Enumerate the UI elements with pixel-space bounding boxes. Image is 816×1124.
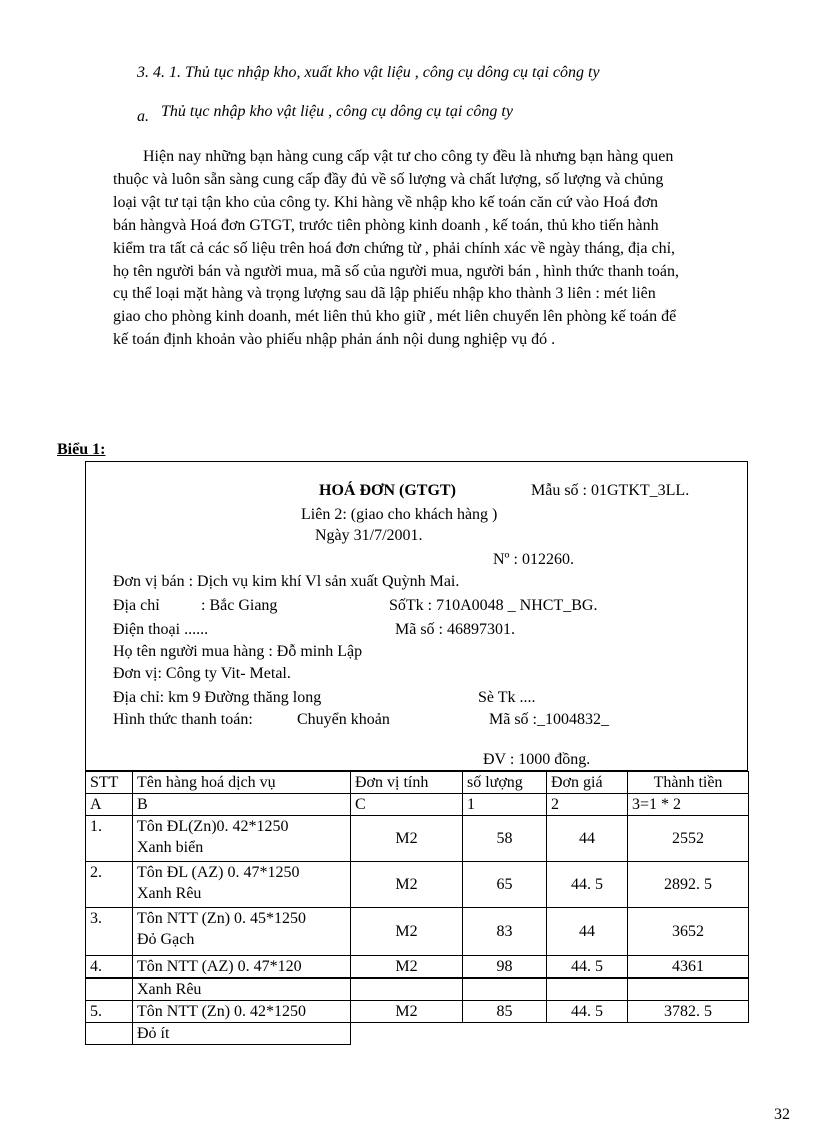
row-total: 4361 (628, 956, 749, 979)
empty-cell (86, 1023, 133, 1045)
section-heading: 3. 4. 1. Thủ tục nhập kho, xuất kho vật liệu , công cụ dông cụ tại công ty (137, 64, 600, 81)
paragraph-line: giao cho phòng kinh doanh, mét liên thủ kho giữ , mét liên chuyển lên phòng kế toán để (113, 308, 677, 326)
code-cell: C (351, 794, 463, 816)
item-name-line1: Tôn ĐL(Zn)0. 42*1250 (137, 818, 289, 835)
table-row (86, 816, 749, 862)
invoice-number: Nº : 012260. (493, 551, 574, 568)
row-item-name-continued: Xanh Rêu (133, 978, 351, 1001)
table-row (86, 956, 749, 979)
seller-address-value: : Bắc Giang (201, 597, 278, 614)
subsection-heading: Thủ tục nhập kho vật liệu , công cụ dông cụ tại công ty (161, 103, 513, 120)
empty-cell (351, 978, 463, 1001)
item-name-line1: Tôn NTT (Zn) 0. 45*1250 (137, 910, 307, 927)
code-cell: 3=1 * 2 (628, 794, 749, 816)
invoice-date: Ngày 31/7/2001. (315, 527, 423, 544)
paragraph-line: kế toán định khoản vào phiếu nhập phản ánh nội dung nghiệp vụ đó . (113, 331, 556, 349)
empty-cell (628, 978, 749, 1001)
invoice-items-table (85, 771, 749, 1045)
row-quantity: 83 (463, 908, 547, 956)
row-stt: 4. (86, 956, 133, 979)
invoice-form-number: Mẫu số : 01GTKT_3LL. (531, 482, 690, 499)
paragraph-line: họ tên người bán và người mua, mã số của người mua, người bán , hình thức thanh toán, (113, 262, 679, 280)
header-stt: STT (86, 772, 133, 794)
seller-name: Đơn vị bán : Dịch vụ kim khí Vl sản xuất Quỳnh Mai. (113, 573, 460, 590)
header-price: Đơn giá (547, 772, 628, 794)
empty-cell (86, 978, 133, 1001)
table-row (86, 862, 749, 908)
row-item-name (133, 816, 351, 862)
row-item-name (133, 862, 351, 908)
buyer-name: Họ tên người mua hàng : Đỗ minh Lập (113, 643, 363, 660)
row-quantity: 58 (463, 816, 547, 862)
row-price: 44 (547, 908, 628, 956)
header-unit: Đơn vị tính (351, 772, 463, 794)
row-quantity: 65 (463, 862, 547, 908)
payment-label: Hình thức thanh toán: (113, 711, 253, 728)
buyer-tax-code: Mã số :_1004832_ (489, 711, 609, 728)
empty-cell (463, 978, 547, 1001)
row-price: 44. 5 (547, 1001, 628, 1023)
row-price: 44. 5 (547, 862, 628, 908)
code-cell: A (86, 794, 133, 816)
row-unit: M2 (351, 1001, 463, 1023)
seller-tax-code: Mã số : 46897301. (395, 621, 515, 638)
payment-method: Chuyển khoản (297, 711, 390, 728)
row-total: 2552 (628, 816, 749, 862)
row-unit: M2 (351, 908, 463, 956)
row-stt: 2. (86, 862, 133, 908)
paragraph-line: Hiện nay những bạn hàng cung cấp vật tư cho công ty đều là nhưng bạn hàng quen (143, 148, 674, 165)
row-item-name: Tôn NTT (AZ) 0. 47*120 (133, 956, 351, 979)
row-quantity: 85 (463, 1001, 547, 1023)
row-stt: 3. (86, 908, 133, 956)
item-name-line2: Đỏ Gạch (137, 931, 195, 948)
buyer-account: Sè Tk .... (478, 689, 536, 706)
paragraph-line: thuộc và luôn sẵn sàng cung cấp đầy đủ về số lượng và chất lượng, số lượng và chủng (113, 170, 664, 188)
seller-phone: Điện thoại ...... (113, 621, 209, 638)
code-cell: B (133, 794, 351, 816)
table-row (86, 908, 749, 956)
row-unit: M2 (351, 862, 463, 908)
row-stt: 5. (86, 1001, 133, 1023)
figure-label: Biểu 1: (57, 441, 106, 458)
row-item-name-continued: Đỏ ít (133, 1023, 351, 1045)
paragraph-line: loại vật tư tại tận kho của công ty. Khi hàng về nhập kho kế toán căn cứ vào Hoá đơn (113, 193, 659, 211)
empty-cell (547, 978, 628, 1001)
row-price: 44 (547, 816, 628, 862)
body-paragraph (113, 146, 763, 352)
header-item-name: Tên hàng hoá dịch vụ (133, 772, 351, 794)
row-price: 44. 5 (547, 956, 628, 979)
paragraph-line: bán hàngvà Hoá đơn GTGT, trước tiên phòng kinh doanh , kế toán, thủ kho tiến hành (113, 216, 659, 234)
row-total: 3782. 5 (628, 1001, 749, 1023)
row-total: 3652 (628, 908, 749, 956)
paragraph-line: cụ thể loại mặt hàng và trọng lượng sau dã lập phiếu nhập kho thành 3 liên : mét liên (113, 285, 656, 303)
table-row-continuation (86, 978, 749, 1001)
buyer-unit: Đơn vị: Công ty Vit- Metal. (113, 665, 291, 682)
table-code-row (86, 794, 749, 816)
row-stt: 1. (86, 816, 133, 862)
row-total: 2892. 5 (628, 862, 749, 908)
row-unit: M2 (351, 956, 463, 979)
item-name-line2: Xanh biển (137, 839, 204, 856)
header-quantity: số lượng (463, 772, 547, 794)
paragraph-line: kiểm tra tất cả các số liệu trên hoá đơn chứng từ , phải chính xác về ngày tháng, địa chỉ, (113, 239, 676, 257)
table-row (86, 1001, 749, 1023)
header-total: Thành tiền (628, 772, 749, 794)
page-number: 32 (774, 1106, 790, 1123)
table-row-continuation (86, 1023, 749, 1045)
seller-address-label: Địa chỉ (113, 597, 160, 614)
item-name-line1: Tôn ĐL (AZ) 0. 47*1250 (137, 864, 300, 881)
invoice-title: HOÁ ĐƠN (GTGT) (319, 482, 456, 499)
subsection-letter: a. (137, 108, 149, 125)
seller-account: SốTk : 710A0048 _ NHCT_BG. (389, 597, 598, 614)
currency-unit-note: ĐV : 1000 đồng. (483, 751, 591, 768)
buyer-address: Địa chỉ: km 9 Đường thăng long (113, 689, 322, 706)
row-item-name (133, 908, 351, 956)
code-cell: 2 (547, 794, 628, 816)
table-header-row (86, 772, 749, 794)
row-unit: M2 (351, 816, 463, 862)
row-quantity: 98 (463, 956, 547, 979)
item-name-line2: Xanh Rêu (137, 885, 202, 902)
row-item-name: Tôn NTT (Zn) 0. 42*1250 (133, 1001, 351, 1023)
code-cell: 1 (463, 794, 547, 816)
invoice-copy: Liên 2: (giao cho khách hàng ) (301, 506, 498, 523)
